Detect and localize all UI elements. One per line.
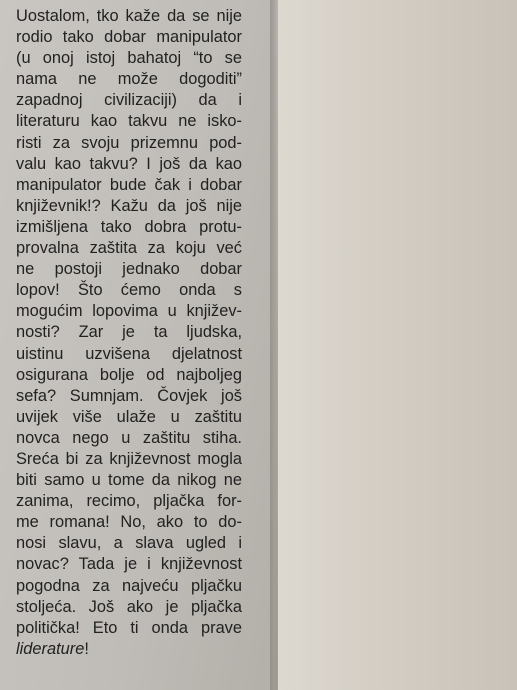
text-line: valu kao takvu? I još da kao [16, 154, 242, 173]
text-line: uvijek više ulaže u zaštitu [16, 407, 242, 426]
text-line: osigurana bolje od najboljeg [16, 365, 242, 384]
text-line: risti za svoju prizemnu pod- [16, 133, 242, 152]
text-line: manipulator bude čak i dobar [16, 175, 242, 194]
text-line: stoljeća. Još ako je pljačka [16, 597, 242, 616]
text-line: literaturu kao takvu ne isko- [16, 112, 242, 131]
italic-word: liderature [16, 639, 85, 658]
text-line: izmišljena tako dobra protu- [16, 217, 242, 236]
text-line: književnik!? Kažu da još nije [16, 196, 242, 215]
text-line: novca nego u zaštitu stiha. [16, 428, 242, 447]
text-line: zapadnoj civilizaciji) da i [16, 91, 242, 110]
text-line: ne postoji jednako dobar [16, 260, 242, 279]
text-line: me romana! No, ako to do- [16, 513, 242, 532]
text-line: Uostalom, tko kaže da se nije [16, 7, 242, 25]
text-line: rodio tako dobar manipulator [16, 28, 242, 47]
text-line: mogućim lopovima u književ- [16, 302, 242, 321]
text-line: Sreća bi za književnost mogla [16, 449, 242, 468]
text-line: (u onoj istoj bahatoj “to se [16, 49, 242, 68]
text-line: uistinu uzvišena djelatnost [16, 344, 242, 363]
text-line: provalna zaštita za koju već [16, 239, 242, 258]
right-page-blank [278, 0, 517, 690]
text-line: pogodna za najveću pljačku [16, 576, 242, 595]
text-line-last [16, 639, 242, 660]
text-line: zanima, recimo, pljačka for- [16, 492, 242, 511]
text-line: sefa? Sumnjam. Čovjek još [16, 386, 242, 405]
text-line: nosi slavu, a slava ugled i [16, 534, 242, 553]
book-gutter [270, 0, 278, 690]
text-line: lopov! Što ćemo onda s [16, 281, 242, 300]
final-punctuation: ! [84, 639, 89, 658]
text-line: novac? Tada je i književnost [16, 555, 242, 574]
text-line: nosti? Zar je ta ljudska, [16, 323, 242, 342]
text-line: nama ne može dogoditi” [16, 70, 242, 89]
text-line: politička! Eto ti onda prave [16, 618, 242, 637]
text-line: biti samo u tome da nikog ne [16, 471, 242, 490]
body-text [16, 6, 242, 660]
